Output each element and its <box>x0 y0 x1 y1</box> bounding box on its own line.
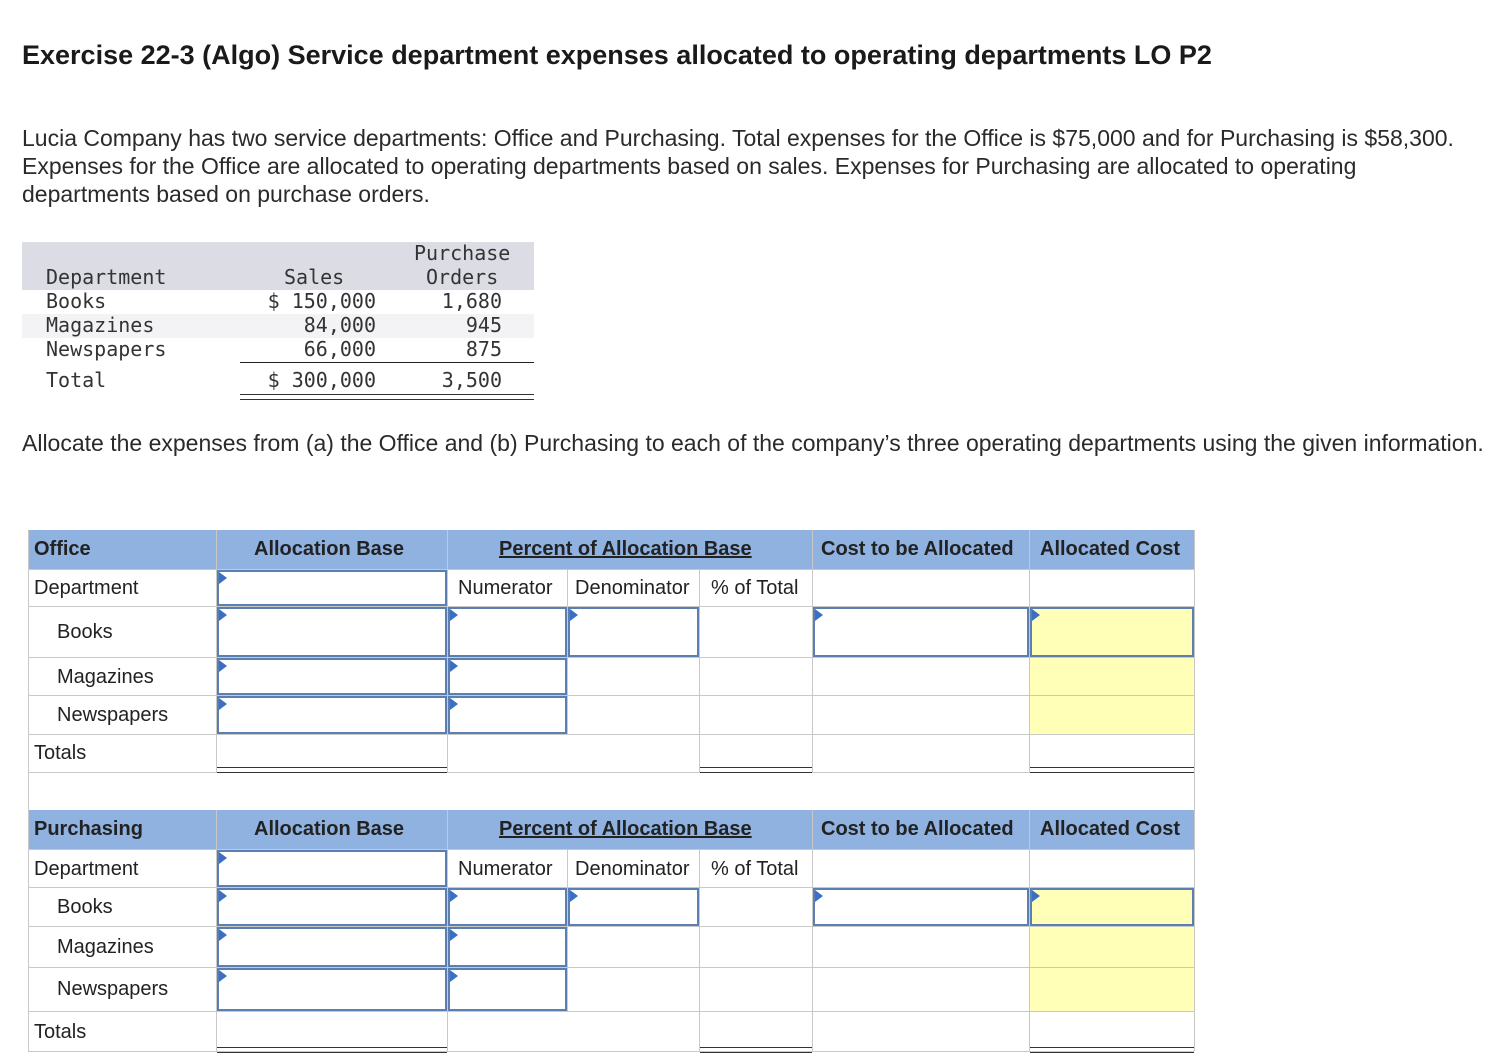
data-table <box>22 242 534 400</box>
office-newspapers-allocated-cost-cell[interactable] <box>1030 696 1194 734</box>
purchasing-percent-header: Percent of Allocation Base <box>499 818 752 840</box>
row-sales: 84,000 <box>303 313 376 337</box>
office-denominator-input[interactable] <box>568 607 699 657</box>
purchasing-magazines-base-input[interactable] <box>217 927 447 967</box>
office-totals-label: Totals <box>34 742 87 764</box>
purchasing-books-base-input[interactable] <box>217 888 447 926</box>
purchasing-allocation-base-input[interactable] <box>217 850 447 887</box>
office-heading: Office <box>34 538 91 560</box>
row-sales: 66,000 <box>303 337 376 361</box>
problem-intro: Lucia Company has two service departments: Office and Purchasing. Total expenses for the Office is $75,000 and for Purchasing is $58,300. Expenses for the Office are allocated to operating departments based on sales. Expenses for Purchasing are allocated to operating departments based on purchase orders. <box>22 125 1454 207</box>
office-allocation-base-input[interactable] <box>217 570 447 606</box>
office-pct-total-label: % of Total <box>711 577 799 599</box>
purchasing-totals-label: Totals <box>34 1021 87 1043</box>
purchasing-allocation-base-header: Allocation Base <box>254 818 405 840</box>
row-orders: 875 <box>465 337 502 361</box>
purchasing-denominator-input[interactable] <box>568 888 699 926</box>
subtotal-rule <box>240 362 534 363</box>
purchasing-row-newspapers: Newspapers <box>57 978 169 1000</box>
purchasing-cost-header: Cost to be Allocated <box>821 818 1014 840</box>
office-row-magazines: Magazines <box>57 666 154 688</box>
row-orders: 1,680 <box>441 289 502 313</box>
purchasing-allocated-total-rule <box>1030 1047 1194 1053</box>
office-denominator-label: Denominator <box>575 577 690 599</box>
office-pct-total-rule <box>700 767 812 773</box>
purchasing-books-numerator-input[interactable] <box>448 888 567 926</box>
office-row-newspapers: Newspapers <box>57 704 169 726</box>
purchasing-heading: Purchasing <box>34 818 143 840</box>
purchasing-numerator-label: Numerator <box>458 858 553 880</box>
purchasing-newspapers-allocated-cost-cell[interactable] <box>1030 968 1194 1011</box>
row-orders: 945 <box>465 313 502 337</box>
office-numerator-label: Numerator <box>458 577 553 599</box>
total-label: Total <box>46 368 107 392</box>
purchasing-base-total-rule <box>217 1047 447 1053</box>
purchasing-cost-to-allocate-input[interactable] <box>813 888 1029 926</box>
total-orders: 3,500 <box>441 368 502 392</box>
purchasing-pct-total-rule <box>700 1047 812 1053</box>
purchasing-magazines-numerator-input[interactable] <box>448 927 567 967</box>
office-newspapers-base-input[interactable] <box>217 696 447 734</box>
col-header-po-line1: Purchase <box>414 241 511 265</box>
office-cost-header: Cost to be Allocated <box>821 538 1014 560</box>
office-percent-header: Percent of Allocation Base <box>499 538 752 560</box>
page-title: Exercise 22-3 (Algo) Service department expenses allocated to operating departments LO P2 <box>22 40 1212 70</box>
office-magazines-base-input[interactable] <box>217 658 447 695</box>
office-books-numerator-input[interactable] <box>448 607 567 657</box>
purchasing-newspapers-numerator-input[interactable] <box>448 968 567 1011</box>
office-allocated-header: Allocated Cost <box>1040 538 1181 560</box>
office-magazines-numerator-input[interactable] <box>448 658 567 695</box>
col-header-department: Department <box>46 265 167 289</box>
purchasing-pct-total-label: % of Total <box>711 858 799 880</box>
office-books-allocated-cost-input[interactable] <box>1030 607 1194 657</box>
row-sales: $ 150,000 <box>267 289 376 313</box>
purchasing-denominator-label: Denominator <box>575 858 690 880</box>
purchasing-row-magazines: Magazines <box>57 936 154 958</box>
row-department: Magazines <box>46 313 155 337</box>
purchasing-newspapers-base-input[interactable] <box>217 968 447 1011</box>
col-header-po-line2: Orders <box>426 265 499 289</box>
question-text: Allocate the expenses from (a) the Office and (b) Purchasing to each of the company’s three operating departments using the given information. <box>22 430 1484 456</box>
col-header-sales: Sales <box>284 265 345 289</box>
office-magazines-allocated-cost-cell[interactable] <box>1030 658 1194 695</box>
row-department: Books <box>46 289 107 313</box>
purchasing-books-allocated-cost-input[interactable] <box>1030 888 1194 926</box>
office-newspapers-numerator-input[interactable] <box>448 696 567 734</box>
office-allocation-base-header: Allocation Base <box>254 538 405 560</box>
purchasing-row-books: Books <box>57 896 113 918</box>
office-allocated-total-rule <box>1030 767 1194 773</box>
total-sales: $ 300,000 <box>267 368 376 392</box>
purchasing-allocated-header: Allocated Cost <box>1040 818 1181 840</box>
total-double-rule <box>240 394 534 400</box>
office-books-base-input[interactable] <box>217 607 447 657</box>
purchasing-magazines-allocated-cost-cell[interactable] <box>1030 927 1194 967</box>
office-base-total-rule <box>217 767 447 773</box>
purchasing-department-label: Department <box>34 858 139 880</box>
office-department-label: Department <box>34 577 139 599</box>
row-department: Newspapers <box>46 337 167 361</box>
office-row-books: Books <box>57 621 113 643</box>
office-cost-to-allocate-input[interactable] <box>813 607 1029 657</box>
